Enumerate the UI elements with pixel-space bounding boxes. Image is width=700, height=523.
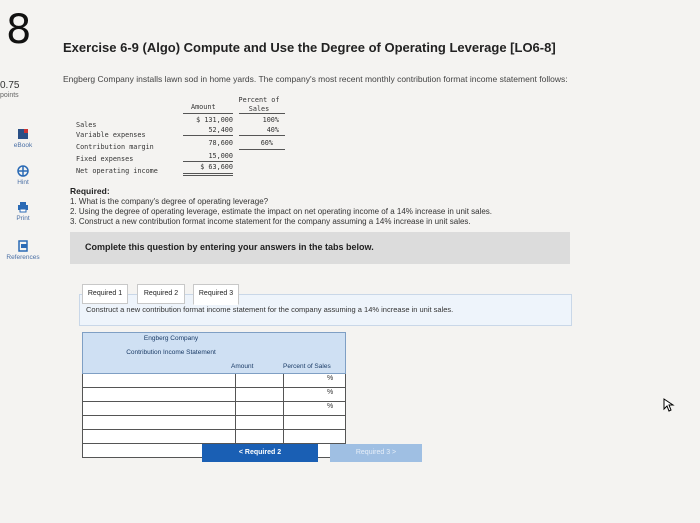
header-rule-percent — [239, 113, 285, 114]
table-row[interactable] — [82, 430, 346, 444]
question-number: 8 — [6, 7, 32, 53]
required-item: 3. Construct a new contribution format income statement for the company assuming a 14% increase in unit sales. — [70, 217, 471, 226]
statement-header-amount: Amount — [191, 103, 216, 111]
stmt-label: Sales — [76, 121, 97, 129]
references-button[interactable] — [4, 240, 42, 261]
stmt-label: Contribution margin — [76, 143, 154, 151]
hint-label: Hint — [17, 179, 29, 186]
tab-required-2[interactable]: Required 2 — [137, 284, 185, 304]
stmt-label: Fixed expenses — [76, 155, 134, 163]
points-value: 0.75 — [0, 80, 20, 91]
references-icon — [17, 240, 29, 252]
answer-table-header — [82, 332, 346, 374]
table-row[interactable] — [82, 388, 346, 402]
print-label: Print — [16, 215, 30, 222]
table-row[interactable] — [82, 416, 346, 430]
stmt-label: Net operating income — [76, 167, 158, 175]
intro-text: Engberg Company installs lawn sod in home yards. The company's most recent monthly contribution format income statement follows: — [63, 74, 568, 84]
tab-required-3[interactable]: Required 3 — [193, 284, 239, 305]
answer-table — [82, 332, 346, 458]
statement-header-percent: Percent of Sales — [238, 96, 280, 113]
company-name: Engberg Company — [143, 335, 199, 342]
required-item: 1. What is the company's degree of operating leverage? — [70, 197, 269, 206]
stmt-percent: 100% — [262, 116, 279, 124]
hint-button[interactable] — [4, 165, 42, 186]
next-required-button[interactable]: Required 3 > — [330, 444, 422, 462]
points-label: points — [0, 92, 19, 99]
col-amount-header: Amount — [231, 363, 254, 370]
tab-instruction: Construct a new contribution format income statement for the company assuming a 14% increase in unit sales. — [86, 305, 454, 314]
banner-text: Complete this question by entering your answers in the tabs below. — [85, 242, 374, 252]
required-item: 2. Using the degree of operating leverage, estimate the impact on net operating income of a 14% increase in unit sales. — [70, 207, 493, 216]
stmt-amount: 78,600 — [208, 139, 233, 147]
stmt-amount: 15,000 — [208, 152, 233, 160]
print-icon — [17, 201, 29, 213]
stmt-amount: 52,400 — [208, 126, 233, 134]
subtotal-rule — [183, 161, 233, 162]
stmt-percent: 60% — [260, 139, 273, 147]
tab-required-1[interactable]: Required 1 — [82, 284, 128, 304]
header-rule-amount — [183, 113, 233, 114]
prev-required-button[interactable]: < Required 2 — [202, 444, 318, 462]
ebook-button[interactable] — [4, 128, 42, 149]
stmt-amount: $ 63,600 — [200, 163, 233, 171]
percent-symbol: % — [327, 375, 334, 382]
exercise-title: Exercise 6-9 (Algo) Compute and Use the Degree of Operating Leverage [LO6-8] — [63, 40, 556, 55]
instruction-banner — [70, 232, 570, 264]
total-rule — [183, 175, 233, 176]
subtotal-rule — [239, 135, 285, 136]
table-row[interactable] — [82, 402, 346, 416]
total-rule — [183, 173, 233, 174]
ebook-label: eBook — [13, 142, 33, 149]
print-button[interactable] — [4, 201, 42, 222]
col-percent-header: Percent of Sales — [283, 363, 331, 370]
table-row[interactable] — [82, 374, 346, 388]
stmt-percent: 40% — [266, 126, 279, 134]
stmt-label: Variable expenses — [76, 131, 146, 139]
book-icon — [17, 128, 29, 140]
hint-icon — [17, 165, 29, 177]
percent-symbol: % — [327, 403, 334, 410]
total-rule — [239, 149, 285, 150]
required-heading: Required: — [70, 186, 110, 196]
subtotal-rule — [183, 135, 233, 136]
percent-symbol: % — [327, 389, 334, 396]
references-label: References — [6, 254, 40, 261]
stmt-amount: $ 131,000 — [196, 116, 233, 124]
statement-name: Contribution Income Statement — [126, 349, 216, 356]
mouse-cursor-icon — [663, 398, 675, 412]
